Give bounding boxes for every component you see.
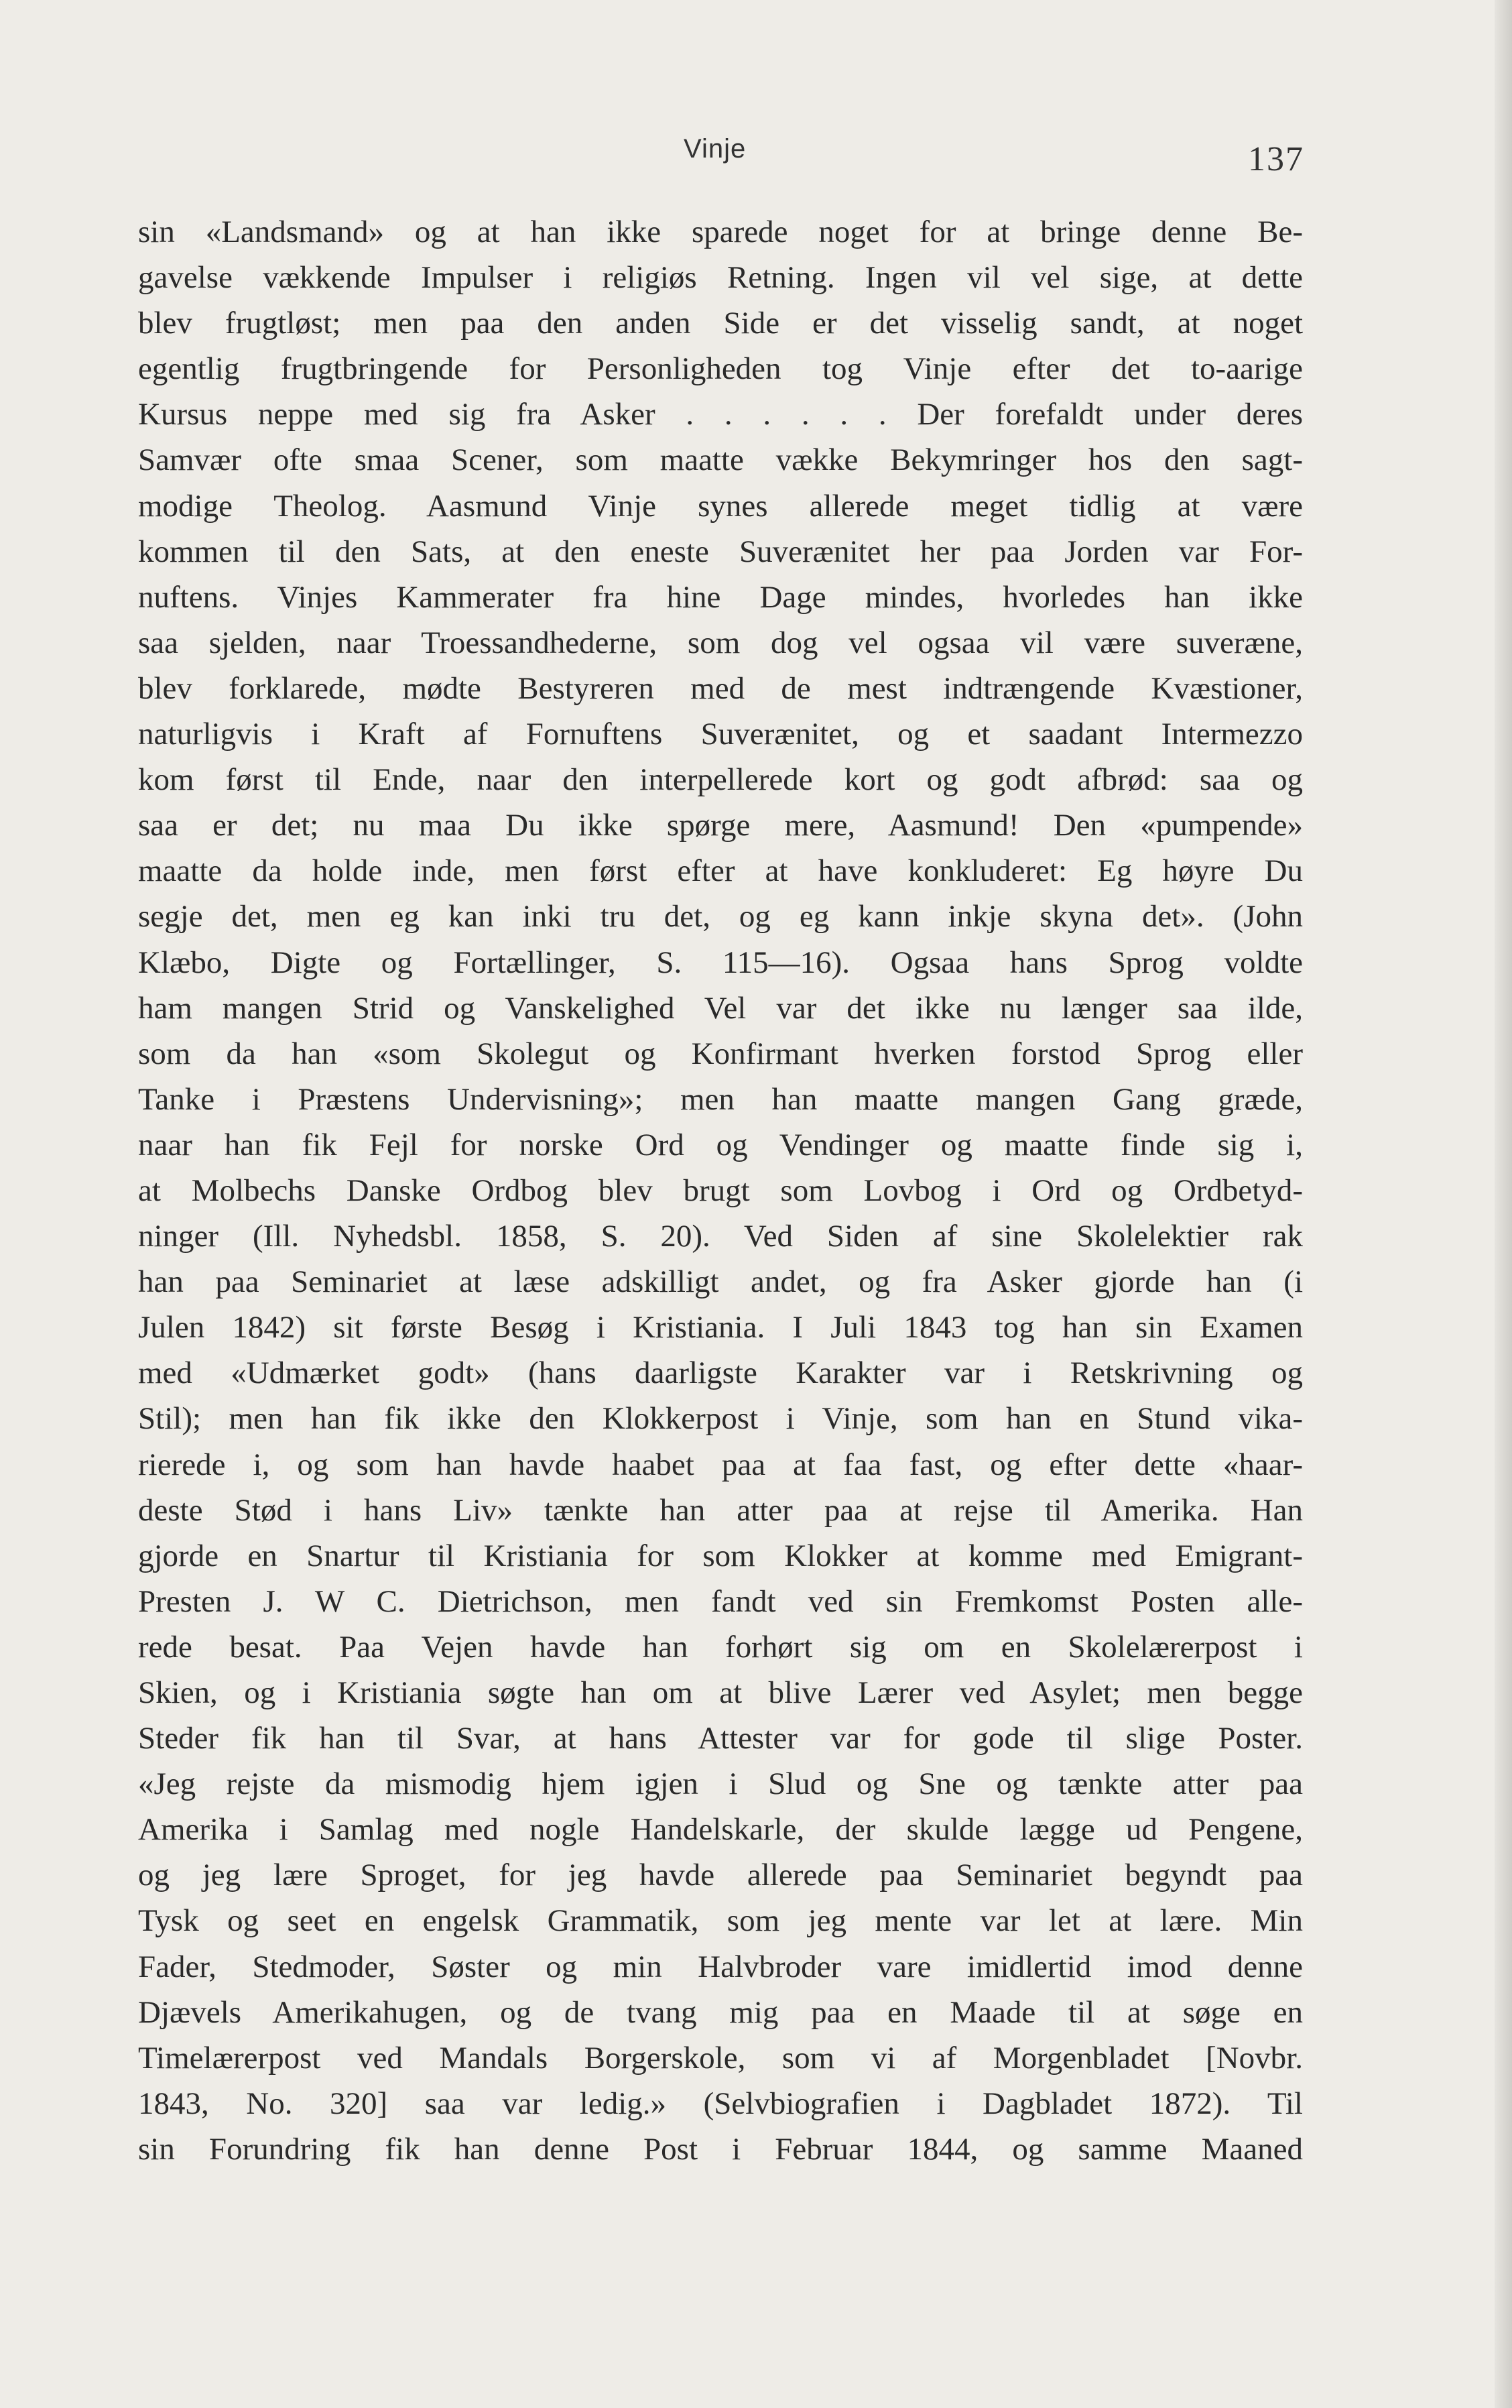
text-line: Djævels Amerikahugen, og de tvang mig paa en Maade til at søge en	[138, 1994, 1303, 2030]
text-line: at Molbechs Danske Ordbog blev brugt som Lovbog i Ord og Ordbetyd-	[138, 1172, 1303, 1208]
text-line: og jeg lære Sproget, for jeg havde allerede paa Seminariet begyndt paa	[138, 1858, 1303, 1893]
text-line: «Jeg rejste da mismodig hjem igjen i Slud og Sne og tænkte atter paa	[138, 1766, 1303, 1802]
text-line: segje det, men eg kan inki tru det, og eg kann inkje skyna det». (John	[138, 899, 1303, 935]
text-line: naar han fik Fejl for norske Ord og Vendinger og maatte finde sig i,	[138, 1127, 1303, 1162]
text-line: Presten J. W C. Dietrichson, men fandt ved sin Fremkomst Posten alle-	[138, 1583, 1303, 1619]
page-number: 137	[1248, 140, 1304, 178]
text-line: rede besat. Paa Vejen havde han forhørt sig om en Skolelærerpost i	[138, 1629, 1303, 1665]
running-header	[0, 134, 1512, 178]
text-line: maatte da holde inde, men først efter at have konkluderet: Eg høyre Du	[138, 853, 1303, 889]
text-line: Amerika i Samlag med nogle Handelskarle, der skulde lægge ud Pengene,	[138, 1812, 1303, 1848]
text-line: Samvær ofte smaa Scener, som maatte vække Bekymringer hos den sagt-	[138, 442, 1303, 478]
running-title: Vinje	[684, 134, 747, 164]
body-text	[138, 209, 1303, 2172]
text-line: kom først til Ende, naar den interpellerede kort og godt afbrød: saa og	[138, 762, 1303, 798]
text-line: modige Theolog. Aasmund Vinje synes allerede meget tidlig at være	[138, 488, 1303, 524]
text-line: Skien, og i Kristiania søgte han om at blive Lærer ved Asylet; men begge	[138, 1675, 1303, 1710]
text-line: gjorde en Snartur til Kristiania for som Klokker at komme med Emigrant-	[138, 1538, 1303, 1573]
text-line: Julen 1842) sit første Besøg i Kristiania. I Juli 1843 tog han sin Examen	[138, 1310, 1303, 1345]
text-line: saa er det; nu maa Du ikke spørge mere, Aasmund! Den «pumpende»	[138, 808, 1303, 843]
text-line: Timelærerpost ved Mandals Borgerskole, som vi af Morgenbladet [Novbr.	[138, 2040, 1303, 2075]
text-line: som da han «som Skolegut og Konfirmant hverken forstod Sprog eller	[138, 1036, 1303, 1071]
page-edge-shadow	[1495, 0, 1512, 2408]
text-line: sin Forundring fik han denne Post i Februar 1844, og samme Maaned	[138, 2131, 1303, 2167]
text-line: saa sjelden, naar Troessandhederne, som dog vel ogsaa vil være suveræne,	[138, 625, 1303, 660]
text-line: med «Udmærket godt» (hans daarligste Karakter var i Retskrivning og	[138, 1356, 1303, 1391]
text-line: 1843, No. 320] saa var ledig.» (Selvbiografien i Dagbladet 1872). Til	[138, 2086, 1303, 2121]
text-line: blev frugtløst; men paa den anden Side er det visselig sandt, at noget	[138, 306, 1303, 341]
text-line: egentlig frugtbringende for Personligheden tog Vinje efter det to-aarige	[138, 351, 1303, 387]
text-line: sin «Landsmand» og at han ikke sparede noget for at bringe denne Be-	[138, 215, 1303, 249]
text-line: deste Stød i hans Liv» tænkte han atter paa at rejse til Amerika. Han	[138, 1492, 1303, 1528]
text-line: ham mangen Strid og Vanskelighed Vel var det ikke nu længer saa ilde,	[138, 990, 1303, 1026]
text-line: Klæbo, Digte og Fortællinger, S. 115—16). Ogsaa hans Sprog voldte	[138, 945, 1303, 980]
text-line: Fader, Stedmoder, Søster og min Halvbroder vare imidlertid imod denne	[138, 1949, 1303, 1984]
text-line: Steder fik han til Svar, at hans Attester var for gode til slige Poster.	[138, 1721, 1303, 1756]
text-line: blev forklarede, mødte Bestyreren med de mest indtrængende Kvæstioner,	[138, 670, 1303, 706]
text-line: Tysk og seet en engelsk Grammatik, som jeg mente var let at lære. Min	[138, 1903, 1303, 1939]
text-line: naturligvis i Kraft af Fornuftens Suverænitet, og et saadant Intermezzo	[138, 717, 1303, 752]
text-line: Kursus neppe med sig fra Asker . . . . . . Der forefaldt under deres	[138, 397, 1303, 432]
text-line: han paa Seminariet at læse adskilligt andet, og fra Asker gjorde han (i	[138, 1264, 1303, 1300]
text-line: kommen til den Sats, at den eneste Suverænitet her paa Jorden var For-	[138, 534, 1303, 569]
text-line: ninger (Ill. Nyhedsbl. 1858, S. 20). Ved Siden af sine Skolelektier rak	[138, 1219, 1303, 1254]
text-line: Tanke i Præstens Undervisning»; men han maatte mangen Gang græde,	[138, 1081, 1303, 1117]
text-line: gavelse vækkende Impulser i religiøs Retning. Ingen vil vel sige, at dette	[138, 260, 1303, 296]
text-line: rierede i, og som han havde haabet paa at faa fast, og efter dette «haar-	[138, 1447, 1303, 1482]
text-line: Stil); men han fik ikke den Klokkerpost i Vinje, som han en Stund vika-	[138, 1401, 1303, 1437]
text-line: nuftens. Vinjes Kammerater fra hine Dage mindes, hvorledes han ikke	[138, 579, 1303, 615]
